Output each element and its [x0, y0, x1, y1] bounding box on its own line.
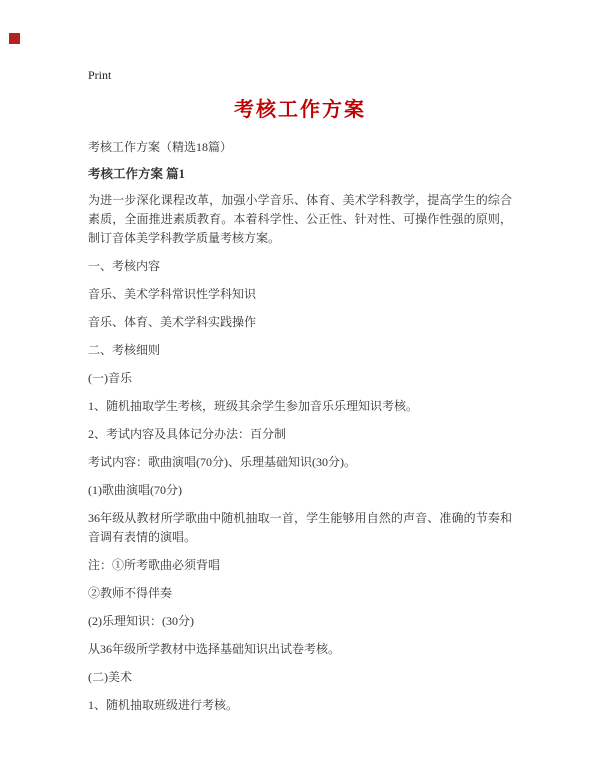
body-paragraph: 1、随机抽取班级进行考核。	[88, 698, 239, 712]
section-heading: 考核工作方案 篇1	[88, 167, 185, 181]
body-paragraph: (1)歌曲演唱(70分)	[88, 483, 182, 497]
body-paragraph: (二)美术	[88, 670, 132, 684]
body-paragraph: 1、随机抽取学生考核，班级其余学生参加音乐乐理知识考核。	[88, 399, 419, 413]
page-title: 考核工作方案	[234, 99, 366, 121]
body-paragraph: 为进一步深化课程改革，加强小学音乐、体育、美术学科教学，提高学生的综合素质，全面推进素质教育。本着科学性、公正性、针对性、可操作性强的原则，制订音体美学科教学质量考核方案。	[88, 193, 512, 245]
doc-subtitle: 考核工作方案（精选18篇）	[88, 140, 233, 154]
body-paragraph: 一、考核内容	[88, 259, 161, 273]
body-paragraph: 注：①所考歌曲必须背唱	[88, 558, 221, 572]
body-paragraph: (一)音乐	[88, 371, 132, 385]
red-square-icon	[9, 33, 20, 44]
body-paragraph: 36年级从教材所学歌曲中随机抽取一首，学生能够用自然的声音、准确的节奏和音调有表情的演唱。	[88, 511, 512, 544]
body-paragraph: 二、考核细则	[88, 343, 161, 357]
document-content	[88, 0, 512, 715]
body-paragraph: 2、考试内容及具体记分办法：百分制	[88, 427, 287, 441]
body-paragraph: 音乐、美术学科常识性学科知识	[88, 287, 257, 301]
print-link[interactable]: Print	[88, 68, 112, 82]
body-paragraph: 音乐、体育、美术学科实践操作	[88, 315, 257, 329]
body-paragraph: 从36年级所学教材中选择基础知识出试卷考核。	[88, 642, 341, 656]
body-paragraph: (2)乐理知识：(30分)	[88, 614, 194, 628]
body-paragraph: ②教师不得伴奏	[88, 586, 173, 600]
body-paragraph: 考试内容：歌曲演唱(70分)、乐理基础知识(30分)。	[88, 455, 356, 469]
